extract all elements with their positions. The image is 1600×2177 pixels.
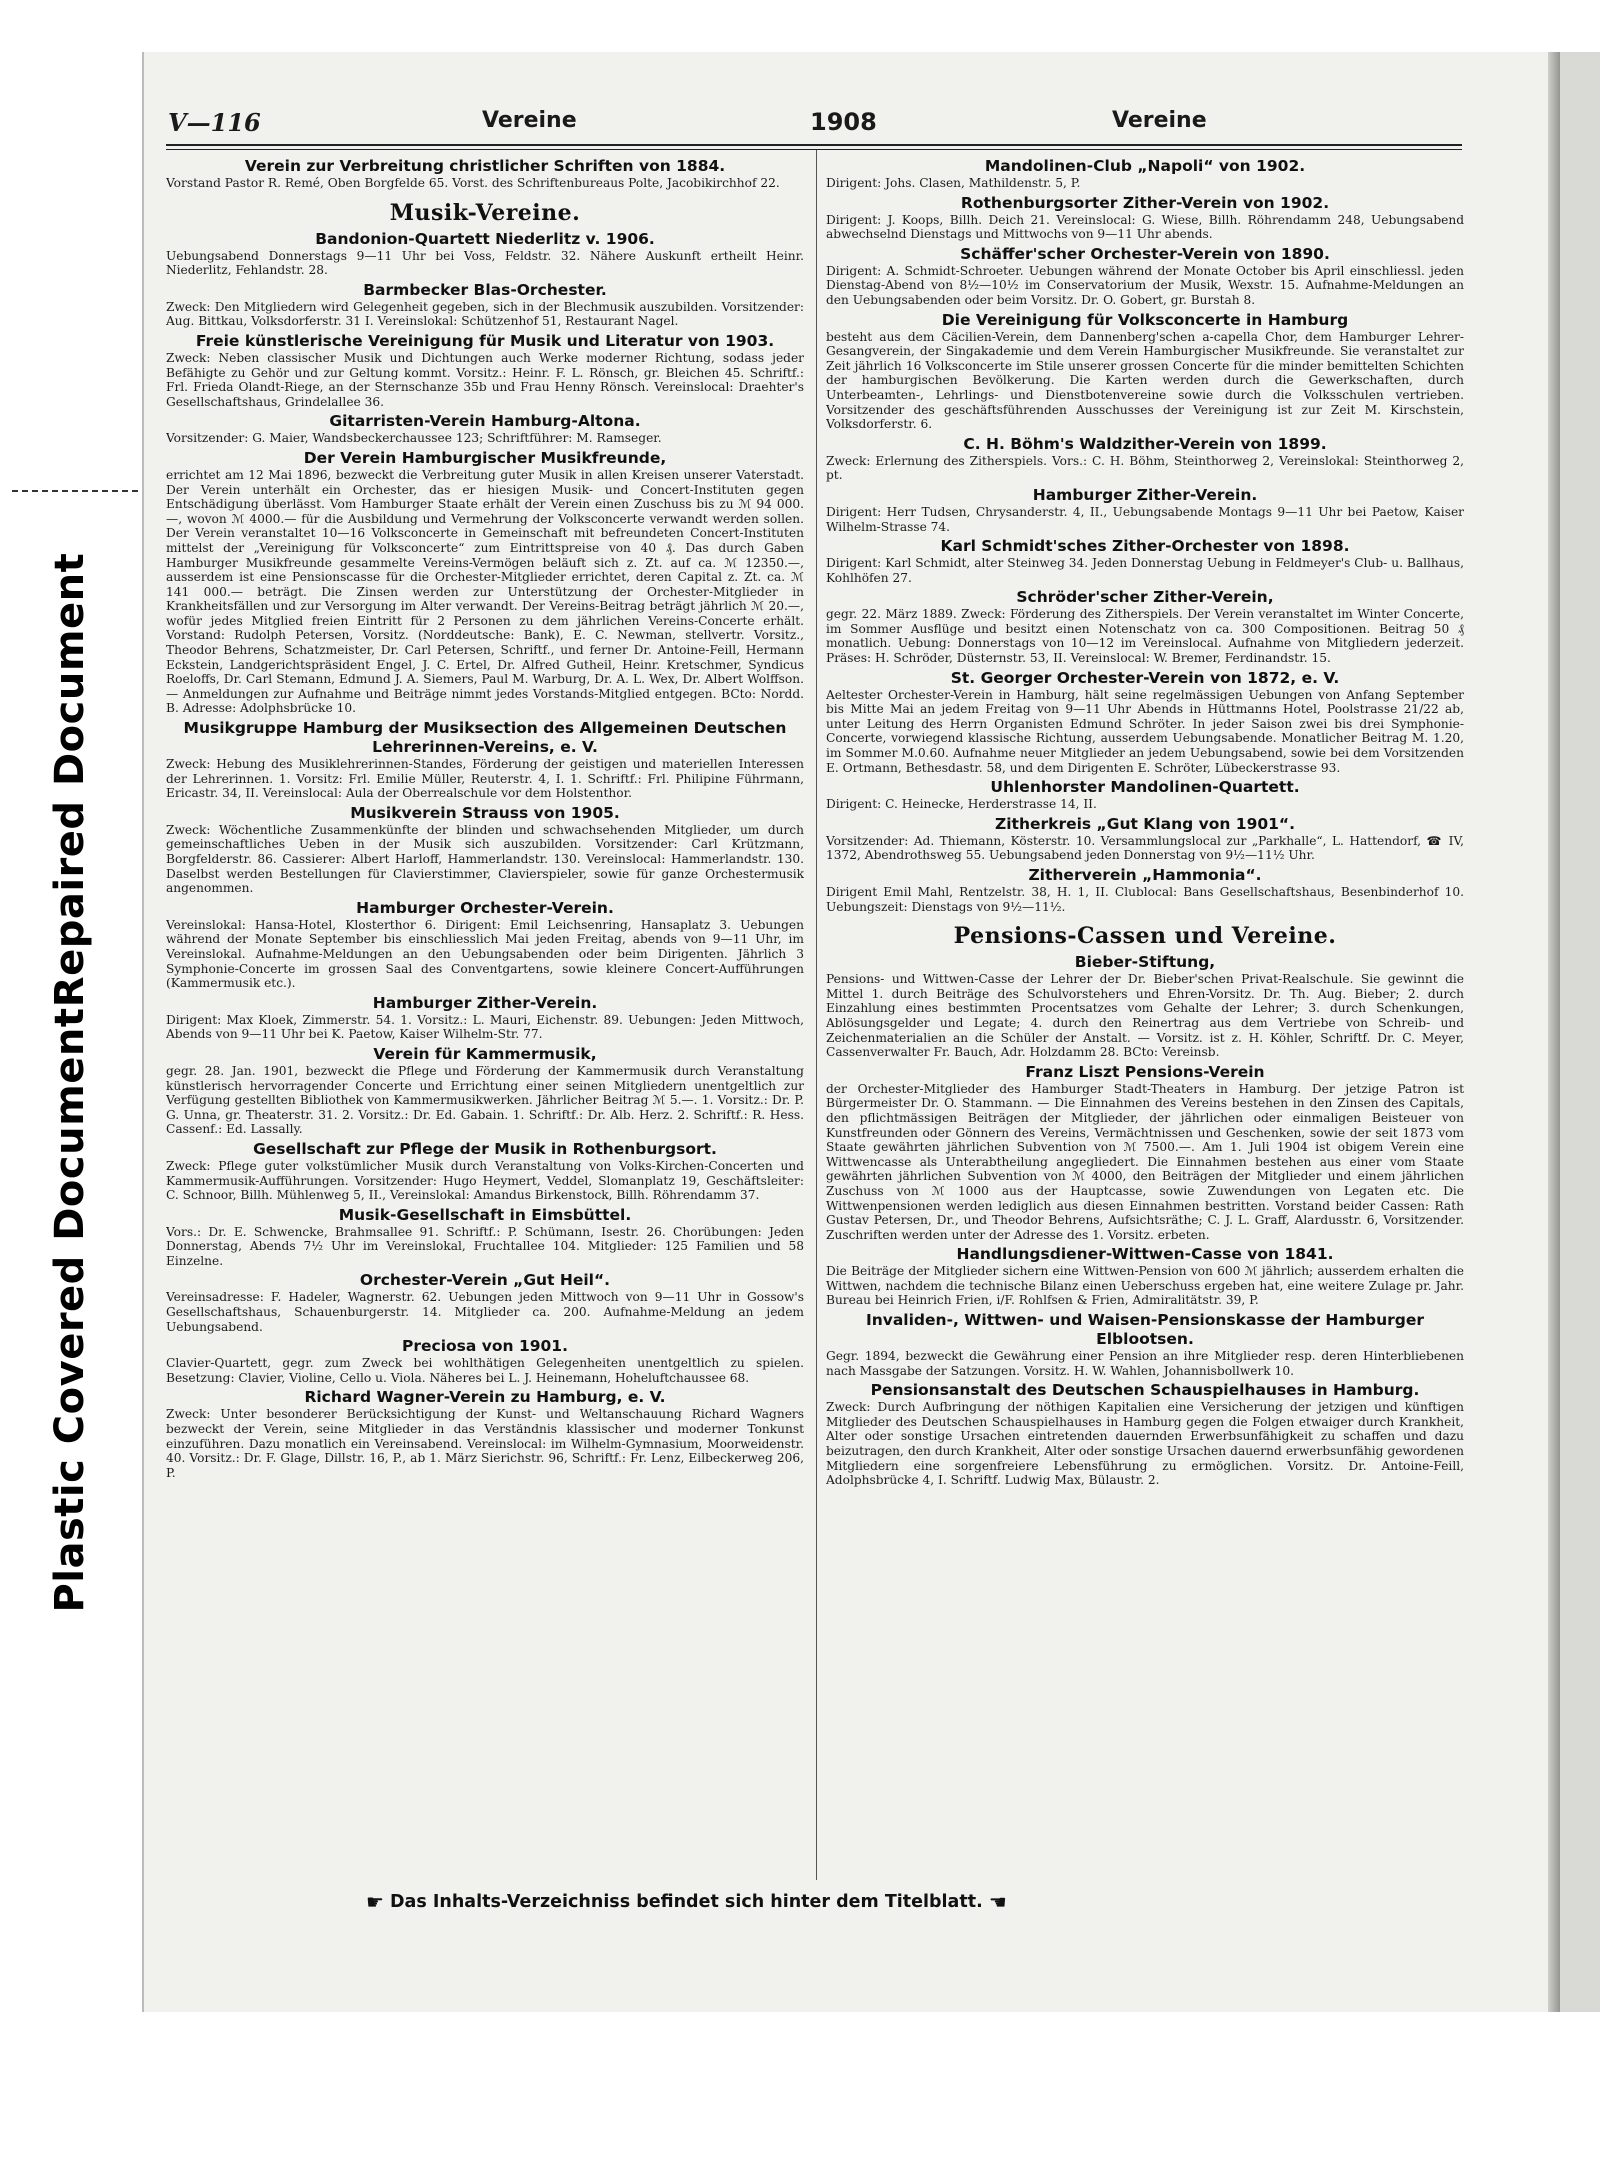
running-title-left: Vereine	[482, 108, 577, 133]
header-year: 1908	[810, 108, 877, 136]
entry-heading: Gitarristen-Verein Hamburg-Altona.	[329, 412, 641, 431]
entry-heading: Handlungsdiener-Wittwen-Casse von 1841.	[956, 1245, 1334, 1264]
entry-heading: Verein für Kammermusik,	[373, 1044, 597, 1063]
entry-heading: St. Georger Orchester-Verein von 1872, e. V.	[950, 668, 1340, 687]
running-title-right: Vereine	[1112, 108, 1207, 133]
entry-heading: Zitherkreis „Gut Klang von 1901“.	[994, 814, 1295, 833]
dashed-divider	[12, 490, 138, 492]
footer-note	[366, 1890, 1366, 1914]
plastic-covered-document-label: Plastic Covered Document	[47, 1007, 93, 1613]
entry-heading: C. H. Böhm's Waldzither-Verein von 1899.	[963, 434, 1327, 453]
right-column	[826, 154, 1464, 1884]
entry-text: Vorsitzender: G. Maier, Wandsbeckerchaussee 123; Schriftführer: M. Ramseger.	[166, 431, 662, 446]
entry-text: Dirigent: J. Koops, Billh. Deich 21. Vereinslocal: G. Wiese, Billh. Röhrendamm 248, Uebungsabend abwechselnd Dienstags und Mittwochs von 9—11 Uhr abends.	[826, 212, 1464, 242]
entry-text: Zweck: Durch Aufbringung der nöthigen Kapitalien eine Versicherung der jetzigen und künftigen Mitglieder des Deutschen Schauspielhauses in Hamburg gegen die Folgen etwaiger durch Krankheit, Alter oder sonstige Ursachen eintretenden dauernden Erwerbsunfähigkeit zu schaffen und dazu beizutragen, den durch Krankheit, Alter oder sonstige Ursachen dauernd erwerbsunfähig gewordenen Mitgliedern eine sorgenfreiere Lebensführung zu ermöglichen. Vorsitz. Dr. Antoine-Feill, Adolphsbrücke 4, I. Schriftf. Ludwig Max, Bülaustr. 2.	[826, 1400, 1464, 1488]
entry-heading: Gesellschaft zur Pflege der Musik in Rothenburgsort.	[253, 1139, 717, 1158]
entry-text: Vorsitzender: Ad. Thiemann, Kösterstr. 10. Versammlungslocal zur „Parkhalle“, L. Hattendorf, ☎ IV, 1372, Abendrothsweg 55. Uebungsabend jeden Donnerstag von 9½—11½ Uhr.	[826, 833, 1464, 863]
entry-heading: Karl Schmidt'sches Zither-Orchester von 1898.	[940, 537, 1350, 556]
entry-heading: Richard Wagner-Verein zu Hamburg, e. V.	[304, 1388, 666, 1407]
entry-text: Dirigent: Herr Tudsen, Chrysanderstr. 4, II., Uebungsabende Montags 9—11 Uhr bei Paetow, Kaiser Wilhelm-Strasse 74.	[826, 504, 1464, 534]
entry-text: Dirigent: A. Schmidt-Schroeter. Uebungen während der Monate October bis April einschliessl. jeden Dienstag-Abend von 8½—10½ im Conservatorium der Musik, Wexstr. 15. Aufnahme-Meldungen an den Uebungsabenden oder beim Vorsitz. Dr. O. Gobert, gr. Burstah 8.	[826, 263, 1464, 307]
entry-text: Aeltester Orchester-Verein in Hamburg, hält seine regelmässigen Uebungen von Anfang September bis Mitte Mai an jedem Freitag von 9—11 Uhr Abends in Hüttmanns Hotel, Poolstrasse 21/22 ab, unter Leitung des Herrn Organisten Edmund Schröter. In jeder Saison zwei bis drei Symphonie-Concerte, vorwiegend klassische Richtung, ausserdem Uebungsabende. Monatlicher Beitrag M. 1.20, im Sommer M.0.60. Aufnahme neuer Mitglieder an jedem Uebungsabend, sowie bei dem Vorsitzenden E. Ortmann, Bethesdastr. 58, und dem Dirigenten E. Schröter, Lübeckerstrasse 93.	[826, 687, 1464, 775]
entry-heading: Schröder'scher Zither-Verein,	[1016, 588, 1274, 607]
entry-text: Die Beiträge der Mitglieder sichern eine Wittwen-Pension von 600 ℳ jährlich; ausserdem erhalten die Wittwen, nachdem die technische Bilanz einen Ueberschuss ergeben hat, eine weitere Zulage pr. Jahr. Bureau bei Heinrich Frien, i/F. Rohlfsen & Frien, Admiralitätstr. 39, P.	[826, 1264, 1464, 1308]
entry-heading: Orchester-Verein „Gut Heil“.	[359, 1271, 611, 1290]
entry-text: errichtet am 12 Mai 1896, bezweckt die Verbreitung guter Musik in allen Kreisen unserer Vaterstadt. Der Verein unterhält ein Orchester, das er hiesigen Musik- und Concert-Instituten gegen Entschädigung überlässt. Vom Hamburger Staate erhält der Verein einen Zuschuss bis zu ℳ 94 000.—, wovon ℳ 4000.— für die Ausbildung und Vermehrung der Volksconcerte verwandt werden sollen. Der Verein veranstaltet 10—16 Volksconcerte in Gemeinschaft mit befreundeten Concert-Instituten mittelst der „Vereinigung für Volksconcerte“ zum Eintrittspreise von 40 ₰. Das durch Gaben Hamburger Musikfreunde gesammelte Vereins-Vermögen beläuft sich z. Zt. auf ca. ℳ 12350.—, ausserdem ist eine Pensionscasse für die Orchester-Mitglieder errichtet, deren Capital z. Zt. ca. ℳ 141 000.— beträgt. Die Zinsen werden zur Unterstützung der Orchester-Mitglieder in Krankheitsfällen und zur Versorgung im Alter verwandt. Der Vereins-Beitrag beträgt jährlich ℳ 20.—, wofür jedes Mitglied freien Eintritt für 2 Personen zu dem jährlichen Vereins-Concerte erhält. Vorstand: Rudolph Petersen, Vorsitz. (Norddeutsche: Bank), E. C. Newman, stellvertr. Vorsitz., Theodor Behrens, Schatzmeister, Dr. Carl Petersen, Schriftf., und ferner Dr. Antoine-Feill, Hermann Eckstein, Landgerichtspräsident Engel, J. C. Ertel, Dr. Alfred Gutheil, Heinr. Kretschmer, Syndicus Roeloffs, Dr. Carl Stemann, Edmund J. A. Siemers, Paul M. Warburg, Dr. A. L. Wex, Dr. Albert Wolffson. — Anmeldungen zur Aufnahme und Beiträge nimmt jedes Vorstands-Mitglied entgegen. BCto: Nordd. B. Adresse: Adolphsbrücke 10.	[166, 467, 804, 716]
entry-heading: Die Vereinigung für Volksconcerte in Hamburg	[941, 310, 1349, 329]
entry-text: Dirigent Emil Mahl, Rentzelstr. 38, H. 1, II. Clublocal: Bans Gesellschaftshaus, Besenbinderhof 10. Uebungszeit: Dienstags von 9½—11½.	[826, 885, 1464, 914]
entry-heading: Zitherverein „Hammonia“.	[1028, 866, 1262, 884]
entry-heading: Musikverein Strauss von 1905.	[350, 803, 620, 822]
entry-heading: Hamburger Zither-Verein.	[1032, 485, 1258, 504]
entry-heading: Uhlenhorster Mandolinen-Quartett.	[990, 778, 1300, 797]
scanned-page	[142, 52, 1566, 2012]
entry-text: Vereinslokal: Hansa-Hotel, Klosterthor 6. Dirigent: Emil Leichsenring, Hansaplatz 3. Uebungen während der Monate September bis einschliesslich Mai jeden Freitag, abends von 9—11 Uhr, im Vereinslokal. Aufnahme-Meldungen an den Uebungsabenden oder beim Dirigenten. Jährlich 3 Symphonie-Concerte im grossen Saal des Conventgartens, sowie kleinere Concert-Aufführungen (Kammermusik etc.).	[166, 917, 804, 991]
entry-text: Zweck: Wöchentliche Zusammenkünfte der blinden und schwachsehenden Mitglieder, um durch gemeinschaftliches Ueben in der Musik sich auszubilden. Vorsitzender: Carl Krützmann, Borgfelderstr. 86. Cassierer: Albert Harloff, Hammerlandstr. 130. Vereinslocal: Hammerlandstr. 130. Daselbst werden Bestellungen für Clavierstimmer, Clavierspieler, sowie für ganze Orchestermusik angenommen.	[166, 822, 804, 896]
entry-text: besteht aus dem Cäcilien-Verein, dem Dannenberg'schen a-capella Chor, dem Hamburger Lehrer-Gesangverein, der Singakademie und dem Verein Hamburgischer Musikfreunde. Sie veranstaltet zur Zeit jährlich 16 Volksconcerte im Stile unserer grossen Concerte für die minder bemittelten Schichten der hamburgischen Bevölkerung. Die Karten werden durch die Gewerkschaften, durch Unterbeamten-, Lehrlings- und Dienstbotenvereine sowie durch die Volksschulen vertrieben. Vorsitzender des geschäftsführenden Ausschusses der Vereinigung ist zur Zeit M. Kirschstein, Volksdorferstr. 6.	[826, 329, 1464, 432]
entry-text: Vereinsadresse: F. Hadeler, Wagnerstr. 62. Uebungen jeden Mittwoch von 9—11 Uhr in Gossow's Gesellschaftshaus, Schauenburgerstr. 14. Mitglieder ca. 200. Aufnahme-Meldung an jedem Uebungsabend.	[166, 1290, 804, 1334]
entry-heading: Franz Liszt Pensions-Verein	[1025, 1062, 1265, 1081]
entry-text: Vorstand Pastor R. Remé, Oben Borgfelde 65. Vorst. des Schriftenbureaus Polte, Jacobikirchhof 22.	[166, 176, 780, 190]
footer-text: Das Inhalts-Verzeichniss befindet sich hinter dem Titelblatt.	[390, 1892, 983, 1912]
entry-text: Dirigent: C. Heinecke, Herderstrasse 14, II.	[826, 797, 1097, 812]
entry-heading: Hamburger Orchester-Verein.	[356, 898, 614, 917]
pointing-hand-right-icon: ☛	[366, 1890, 384, 1914]
entry-heading: Mandolinen-Club „Napoli“ von 1902.	[984, 157, 1306, 175]
entry-text: Dirigent: Karl Schmidt, alter Steinweg 34. Jeden Donnerstag Uebung in Feldmeyer's Club- u. Ballhaus, Kohlhöfen 27.	[826, 556, 1464, 585]
entry-heading: Barmbecker Blas-Orchester.	[363, 280, 607, 299]
entry-text: Dirigent: Max Kloek, Zimmerstr. 54. 1. Vorsitz.: L. Mauri, Eichenstr. 89. Uebungen: Jeden Mittwoch, Abends von 9—11 Uhr bei K. Paetow, Kaiser Wilhelm-Str. 77.	[166, 1012, 804, 1042]
repaired-document-label: Repaired Document	[47, 552, 93, 1008]
entry-heading: Bieber-Stiftung,	[1074, 953, 1216, 972]
entry-heading: Freie künstlerische Vereinigung für Musik und Literatur von 1903.	[195, 331, 775, 350]
entry-heading: Bandonion-Quartett Niederlitz v. 1906.	[315, 229, 655, 248]
entry-text: Pensions- und Wittwen-Casse der Lehrer der Dr. Bieber'schen Privat-Realschule. Sie gewinnt die Mittel 1. durch Beiträge des Schulvorstehers und Ehren-Vorsitz. Dr. Th. Aug. Bieber; 2. durch Einzahlung eines bestimmten Procentsatzes vom Gehalte der Lehrer; 3. durch Schenkungen, Ablösungsgelder und Legate; 4. durch den Reinertrag aus dem Vertriebe von Schreib- und Zeichenmaterialien an die Schüler der Anstalt. — Vorsitz. ist z. H. Köhler, Schriftf. Dr. C. Meyer, Cassenverwalter Fr. Bauch, Adr. Holzdamm 28. BCto: Vereinsb.	[826, 972, 1464, 1060]
entry-text: gegr. 22. März 1889. Zweck: Förderung des Zitherspiels. Der Verein veranstaltet im Winter Concerte, im Sommer Ausflüge und besitzt einen Notenschatz von ca. 300 Compositionen. Beitrag 50 ₰ monatlich. Uebung: Donnerstags von 10—12 im Vereinslocal. Aufnahme von Mitgliedern jederzeit. Präses: H. Schröder, Düsternstr. 53, II. Vereinslocal: W. Bremer, Ferdinandstr. 15.	[826, 607, 1464, 666]
page-header	[152, 108, 1460, 144]
pointing-hand-left-icon: ☚	[988, 1890, 1007, 1914]
entry-text: Zweck: Hebung des Musiklehrerinnen-Standes, Förderung der geistigen und materiellen Interessen der Lehrerinnen. 1. Vorsitz: Frl. Emilie Müller, Reuterstr. 4, I. 1. Schriftf.: Frl. Philipine Führmann, Ericastr. 34, II. Vereinslocal: Aula der Oberrealschule vor dem Holstenthor.	[166, 757, 804, 801]
entry-text: der Orchester-Mitglieder des Hamburger Stadt-Theaters in Hamburg. Der jetzige Patron ist Bürgermeister Dr. O. Stammann. — Die Einnahmen des Vereins bestehen in den Zinsen des Capitals, den pflichtmässigen Beiträgen der Mitglieder, der jährlichen oder einmaligen Beisteuer von Kunstfreunden oder Gönnern des Vereins, Vermächtnissen und Geschenken, sowie der seit 1873 vom Staate gewährten jährlichen Subvention von ℳ 7500.—. Am 1. Juli 1904 ist obigem Verein eine Wittwencasse als Unterabtheilung angegliedert. Die Einnahmen bestehen aus einer vom Staate gewährten jährlichen Subvention von ℳ 4000, den Beiträgen der Mitglieder und einem jährlichen Zuschuss von ℳ 1000 aus der Hauptcasse, sowie Zuwendungen von Legaten etc. Die Wittwenpensionen werden lediglich aus diesen Einnahmen bestritten. Vorstand beider Cassen: Rath Gustav Petersen, Dr., und Theodor Behrens, Aufsichtsräthe; C. J. L. Graff, Alardusstr. 6, Vorsitzender. Zuschriften werden unter der Adresse des 1. Vorsitz. erbeten.	[826, 1081, 1464, 1242]
binding-edge	[1560, 52, 1600, 2012]
entry-heading: Rothenburgsorter Zither-Verein von 1902.	[960, 193, 1330, 212]
entry-text: Zweck: Erlernung des Zitherspiels. Vors.: C. H. Böhm, Steinthorweg 2, Vereinslokal: Steinthorweg 2, pt.	[826, 453, 1464, 483]
column-divider	[816, 150, 817, 1880]
entry-text: Zweck: Unter besonderer Berücksichtigung der Kunst- und Weltanschauung Richard Wagners bezweckt der Verein, seine Mitglieder in das Verständnis klassischer und moderner Tonkunst einzuführen. Dazu monatlich ein Vereinsabend. Vereinslocal: im Wilhelm-Gymnasium, Moorweidenstr. 40. Vorsitz.: Dr. F. Glage, Dillstr. 16, P., ab 1. März Sierichstr. 96, Schriftf.: Fr. Lenz, Eilbeckerweg 206, P.	[166, 1407, 804, 1480]
entry-text: Dirigent: Johs. Clasen, Mathildenstr. 5, P.	[826, 176, 1081, 190]
entry-text: Zweck: Neben classischer Musik und Dichtungen auch Werke moderner Richtung, sodass jeder Befähigte zu Gehör und zur Geltung kommt. Vorsitz.: Heinr. F. L. Rönsch, gr. Bleichen 45. Schriftf.: Frl. Frieda Olandt-Riege, an der Sternschanze 35b und Frau Henny Rönsch. Vereinslocal: Draehter's Gesellschaftshaus, Grindelallee 36.	[166, 350, 804, 409]
entry-heading: Musik-Gesellschaft in Eimsbüttel.	[338, 1205, 632, 1224]
entry-text: Zweck: Den Mitgliedern wird Gelegenheit gegeben, sich in der Blechmusik auszubilden. Vorsitzender: Aug. Bittkau, Volksdorferstr. 31 I. Vereinslokal: Schützenhof 51, Restaurant Nagel.	[166, 299, 804, 329]
bottom-margin	[142, 2012, 1600, 2177]
entry-text: gegr. 28. Jan. 1901, bezweckt die Pflege und Förderung der Kammermusik durch Veranstaltung künstlerisch hervorragender Concerte und Errichtung einer seinen Mitgliedern unentgeltlich zur Verfügung gestellten Bibliothek von Kammermusikwerken. Jährlicher Beitrag ℳ 5.—. 1. Vorsitz.: Dr. P. G. Unna, gr. Theaterstr. 31. 2. Vorsitz.: Dr. Ed. Gabain. 1. Schriftf.: Dr. Alb. Herz. 2. Schriftf.: R. Hess. Cassenf.: Ed. Lassally.	[166, 1063, 804, 1137]
entry-heading: Pensionsanstalt des Deutschen Schauspielhauses in Hamburg.	[870, 1381, 1420, 1400]
left-column	[166, 154, 804, 1884]
entry-text: Vors.: Dr. E. Schwencke, Brahmsallee 91. Schriftf.: P. Schümann, Isestr. 26. Chorübungen: Jeden Donnerstag, Abends 7½ Uhr im Vereinslokal, Fruchtallee 104. Mitglieder: 125 Familien und 58 Einzelne.	[166, 1224, 804, 1268]
entry-heading: Verein zur Verbreitung christlicher Schriften von 1884.	[244, 157, 726, 175]
entry-text: Gegr. 1894, bezweckt die Gewährung einer Pension an ihre Mitglieder resp. deren Hinterbliebenen nach Massgabe der Satzungen. Vorsitz. H. W. Wahlen, Johannisbollwerk 10.	[826, 1349, 1464, 1378]
entry-text: Clavier-Quartett, gegr. zum Zweck bei wohlthätigen Gelegenheiten unentgeltlich zu spielen. Besetzung: Clavier, Violine, Cello u. Viola. Näheres bei L. J. Heinemann, Hoheluftchaussee 68.	[166, 1356, 804, 1385]
page-number: V—116	[168, 108, 261, 137]
section-title: Musik-Vereine.	[389, 199, 581, 226]
entry-heading: Invaliden-, Wittwen- und Waisen-Pensionskasse der Hamburger Elblootsen.	[865, 1311, 1425, 1349]
header-rule	[166, 144, 1462, 150]
entry-heading: Hamburger Zither-Verein.	[372, 993, 598, 1012]
entry-text: Zweck: Pflege guter volkstümlicher Musik durch Veranstaltung von Volks-Kirchen-Concerten und Kammermusik-Aufführungen. Vorsitzender: Hugo Heymert, Veddel, Slomanplatz 19, Geschäftsleiter: C. Schnoor, Billh. Mühlenweg 5, II., Vereinslokal: Amandus Birkenstock, Billh. Röhrendamm 37.	[166, 1158, 804, 1203]
entry-heading: Der Verein Hamburgischer Musikfreunde,	[303, 448, 667, 467]
entry-heading: Schäffer'scher Orchester-Verein von 1890.	[960, 244, 1330, 263]
entry-text: Uebungsabend Donnerstags 9—11 Uhr bei Voss, Feldstr. 32. Nähere Auskunft ertheilt Heinr. Niederlitz, Fehlandstr. 28.	[166, 248, 804, 278]
entry-heading: Musikgruppe Hamburg der Musiksection des Allgemeinen Deutschen Lehrerinnen-Vereins, e. V.	[183, 719, 787, 757]
entry-heading: Preciosa von 1901.	[402, 1337, 568, 1356]
section-title: Pensions-Cassen und Vereine.	[953, 923, 1337, 950]
side-label-strip	[0, 0, 140, 2177]
